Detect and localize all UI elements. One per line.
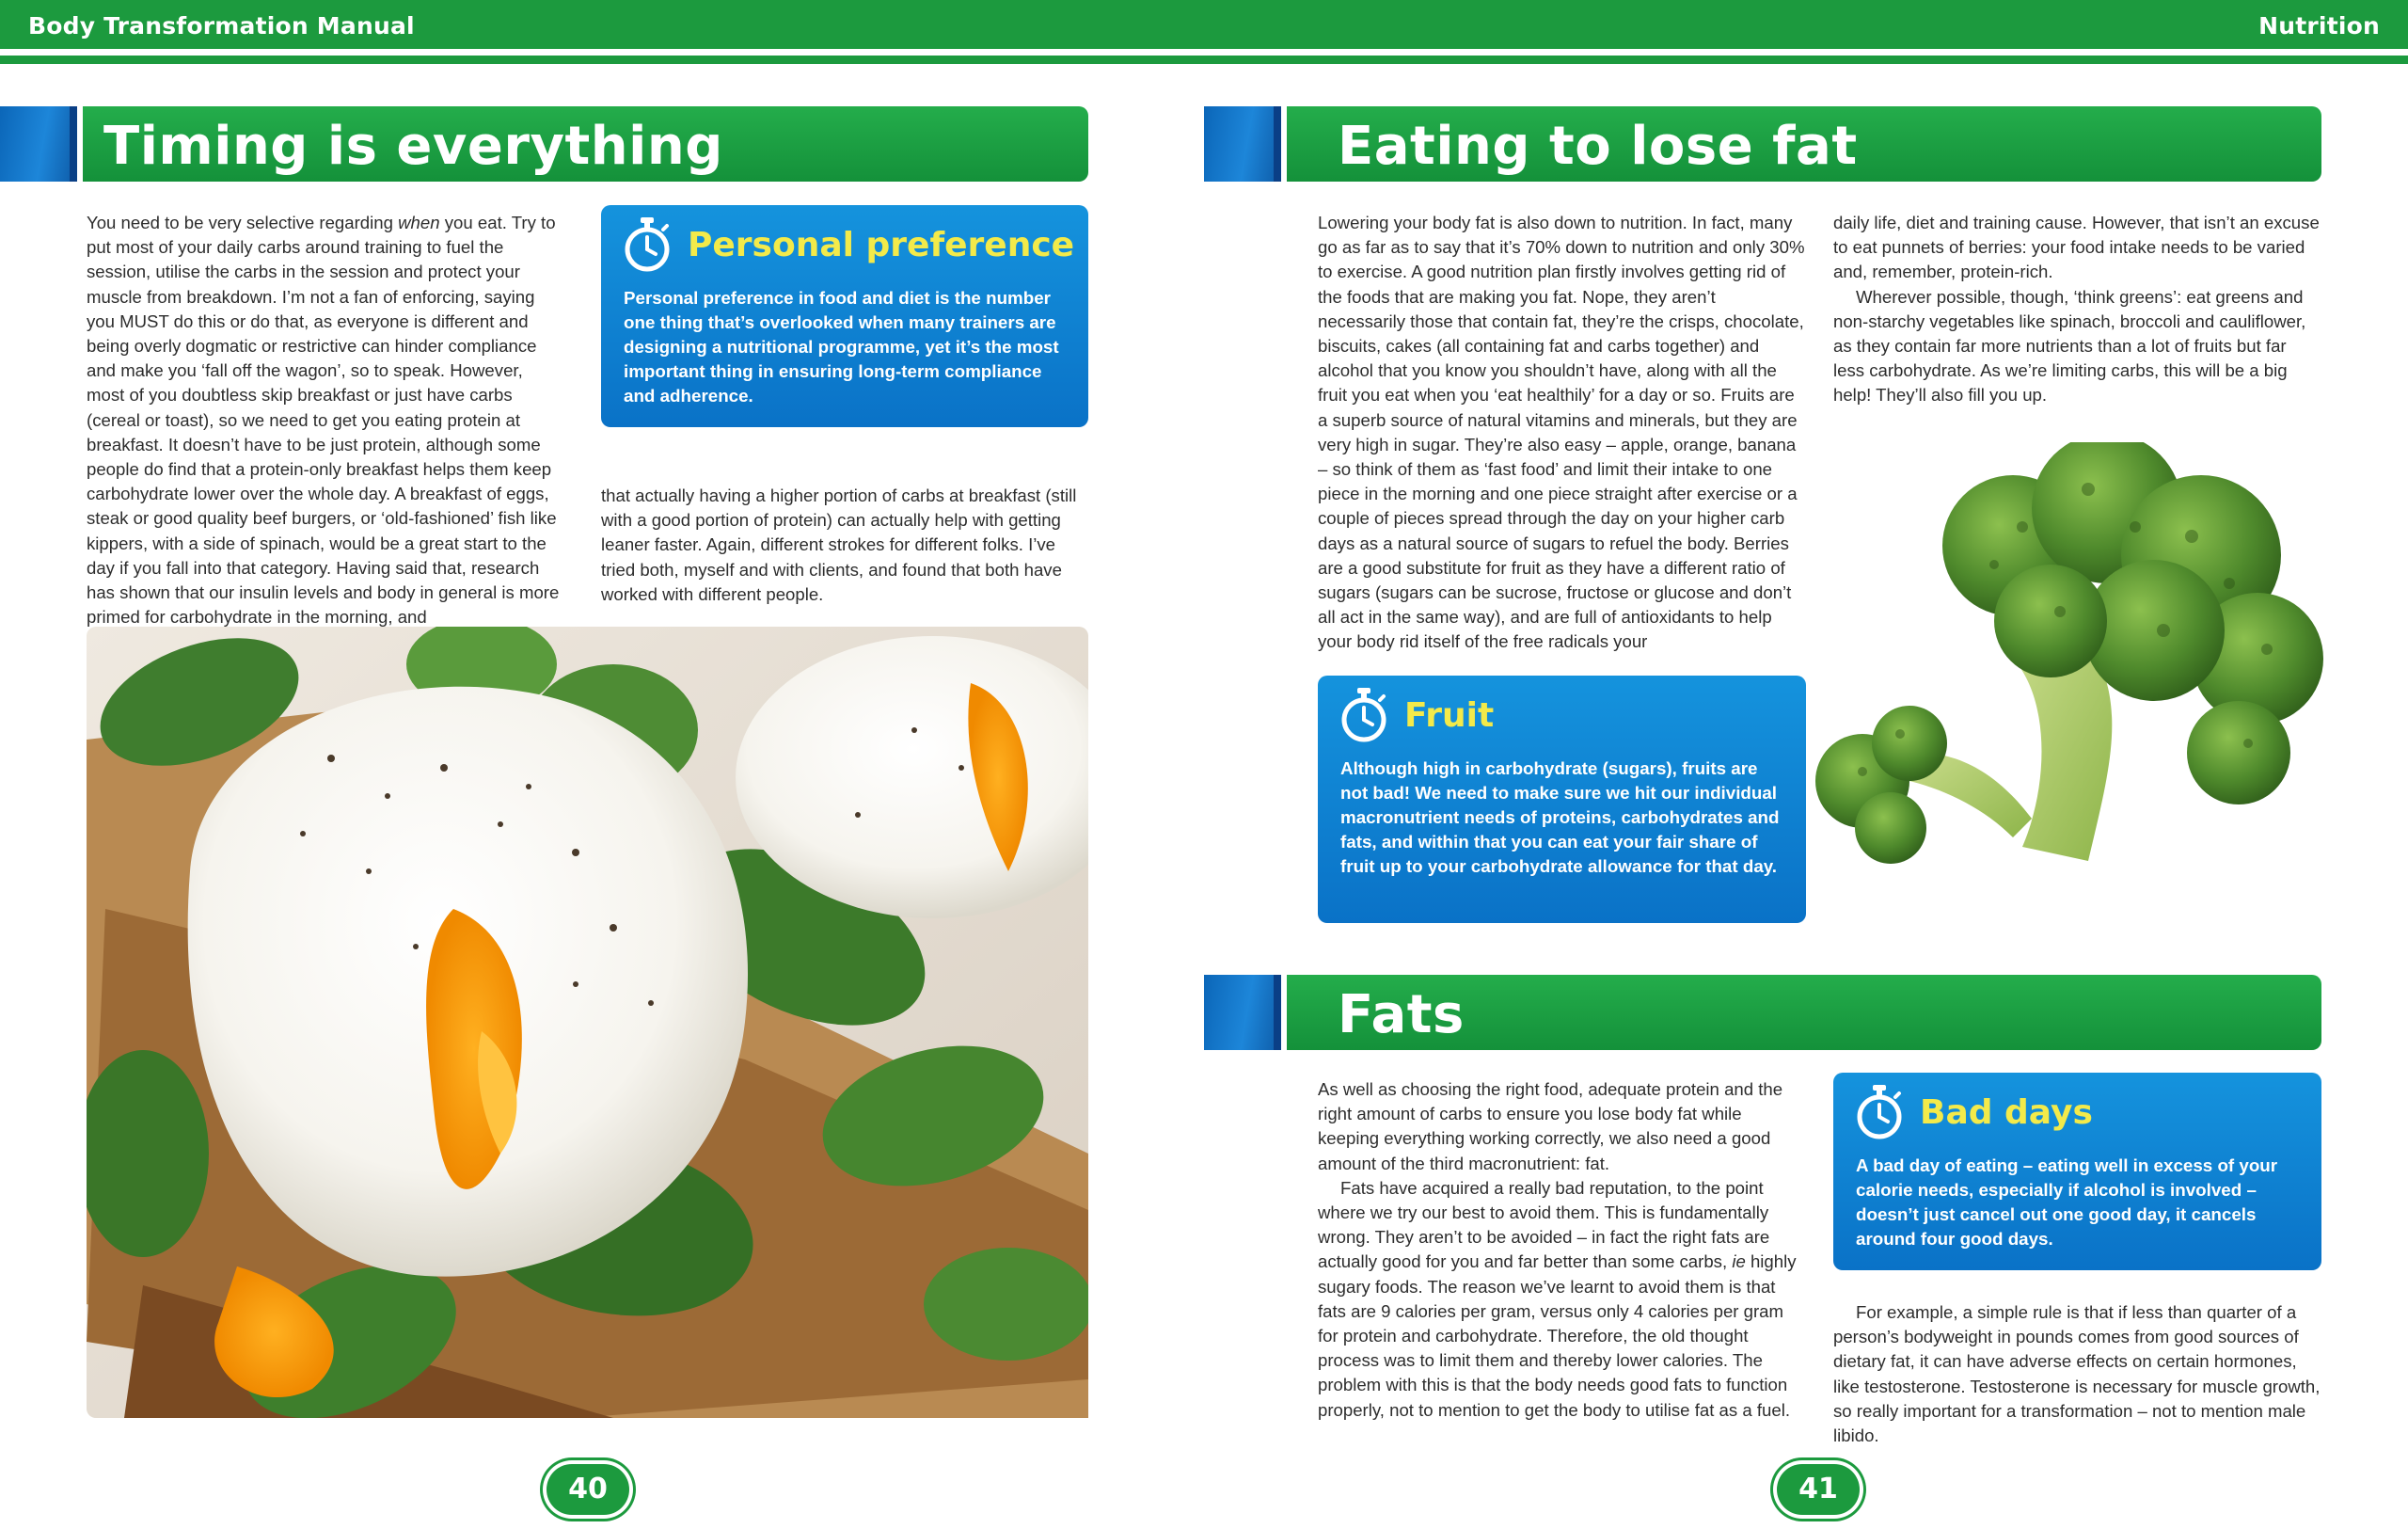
- section-title: Eating to lose fat: [1338, 116, 1858, 177]
- tip-box-personal-preference: [601, 205, 1088, 427]
- broccoli-photo: [1806, 442, 2370, 913]
- tip-body: Although high in carbohydrate (sugars), fruits are not bad! We need to make sure we hit our individual macronutrient needs of proteins, carbohydrates and fats, and within that you can eat your fair share of fruit up to your carbohydrate allowance for that day.: [1340, 758, 1780, 876]
- page-number-right: 41: [1777, 1464, 1860, 1515]
- body-column-1: Lowering your body fat is also down to nutrition. In fact, many go as far as to say that it’s 70% down to nutrition and only 30% to exercise. A good nutrition plan firstly involves getting rid of the foods that are making you fat. Nope, they aren’t necessarily those that contain fat, they’re the crisps, chocolate, biscuits, cakes (all containing fat and carbs together) and alcohol that you know you shouldn’t have, along with all the fruit you eat when you ‘eat healthily’ for a day or so. Fruits are a superb source of natural vitamins and minerals, but they are very high in sugar. They’re also easy – apple, orange, banana – so think of them as ‘fast food’ and limit their intake to one piece in the morning and one piece straight after exercise or a couple of pieces spread through the day on your higher carb days as a natural source of sugars to refuel the body. Berries are a good substitute for fruit as they have a different ratio of sugars (sugars can be sucrose, fructose or glucose and don’t all act in the same way), and are full of antioxidants to help your body rid itself of the free radicals your: [1318, 213, 1805, 652]
- tip-box-bad-days: [1833, 1073, 2321, 1270]
- poached-egg-photo: [87, 627, 1088, 1418]
- book-title: Body Transformation Manual: [28, 12, 415, 40]
- running-header: [0, 0, 2408, 56]
- body-column-1: As well as choosing the right food, adequate protein and the right amount of carbs to ensure you lose body fat while keeping everything working correctly, we also need a good amount of the third macronutrient: fat. Fats have acquired a really bad reputation, to the point where we try our best to avoid them. This is fundamentally wrong. They aren’t to be avoided – in fact the right fats are actually good for you and far better than some carbs, ie highly sugary foods. The reason we’ve learnt to avoid them is that fats are 9 calories per gram, versus only 4 calories per gram for protein and carbohydrate. Therefore, the old thought process was to limit them and thereby lower calories. The problem with this is that the body needs good fats to function properly, not to mention to get the body to utilise fat as a fuel.: [1318, 1079, 1797, 1420]
- chapter-title: Nutrition: [2258, 12, 2380, 40]
- stopwatch-icon: [1854, 1084, 1905, 1140]
- tip-title: Fruit: [1404, 696, 1495, 735]
- stopwatch-icon: [1339, 687, 1389, 743]
- section-banner-timing: [0, 106, 1088, 182]
- body-column-2: that actually having a higher portion of carbs at breakfast (still with a good portion of protein) can actually help with getting leaner faster. Again, different strokes for different folks. I’ve tried both, myself and with clients, and found that both have worked with different people.: [601, 486, 1077, 604]
- section-title: Timing is everything: [103, 116, 723, 177]
- tip-title: Bad days: [1920, 1093, 2093, 1132]
- section-banner-eating: [1204, 106, 2321, 182]
- section-title: Fats: [1338, 984, 1465, 1045]
- body-column-2: daily life, diet and training cause. However, that isn’t an excuse to eat punnets of berries: your food intake needs to be varied and, remember, protein-rich. Wherever possible, though, ‘think greens’: eat greens and non-starchy vegetables like spinach, broccoli and cauliflower, as they contain far more nutrients than a lot of fruits but far less carbohydrate. As we’re limiting carbs, this will be a big help! They’ll also fill you up.: [1833, 213, 2320, 406]
- page-number-left: 40: [547, 1464, 629, 1515]
- body-column-2: For example, a simple rule is that if less than quarter of a person’s bodyweight in pounds comes from good sources of dietary fat, it can have adverse effects on certain hormones, like testosterone. Testosterone is necessary for muscle growth, so really important for a transformation – not to mention male libido.: [1833, 1302, 2321, 1446]
- tip-box-fruit: [1318, 676, 1806, 923]
- tip-body: Personal preference in food and diet is the number one thing that’s overlooked when many trainers are designing a nutritional programme, yet it’s the most important thing in ensuring long-term compliance and adherence.: [624, 288, 1059, 406]
- body-column-1: You need to be very selective regarding when you eat. Try to put most of your daily carbs around training to fuel the session, utilise the carbs in the session and protect your muscle from breakdown. I’m not a fan of enforcing, saying you MUST do this or do that, as everyone is different and being overly dogmatic or restrictive can hinder compliance and make you ‘fall off the wagon’, so to speak. However, most of you doubtless skip breakfast or just have carbs (cereal or toast), so we need to get you eating protein at breakfast. It doesn’t have to be just protein, although some people do find that a protein-only breakfast helps them keep carbohydrate lower over the whole day. A breakfast of eggs, steak or good quality beef burgers, or ‘old-fashioned’ fish like kippers, with a side of spinach, would be a great start to the day if you fall into that category. Having said that, research has shown that our insulin levels and body in general is more primed for carbohydrate in the morning, and: [87, 213, 560, 628]
- tip-body: A bad day of eating – eating well in excess of your calorie needs, especially if alcohol is involved – doesn’t just cancel out one good day, it cancels around four good days.: [1856, 1155, 2278, 1249]
- stopwatch-icon: [622, 216, 673, 273]
- section-banner-fats: [1204, 975, 2321, 1050]
- tip-title: Personal preference: [688, 226, 1075, 264]
